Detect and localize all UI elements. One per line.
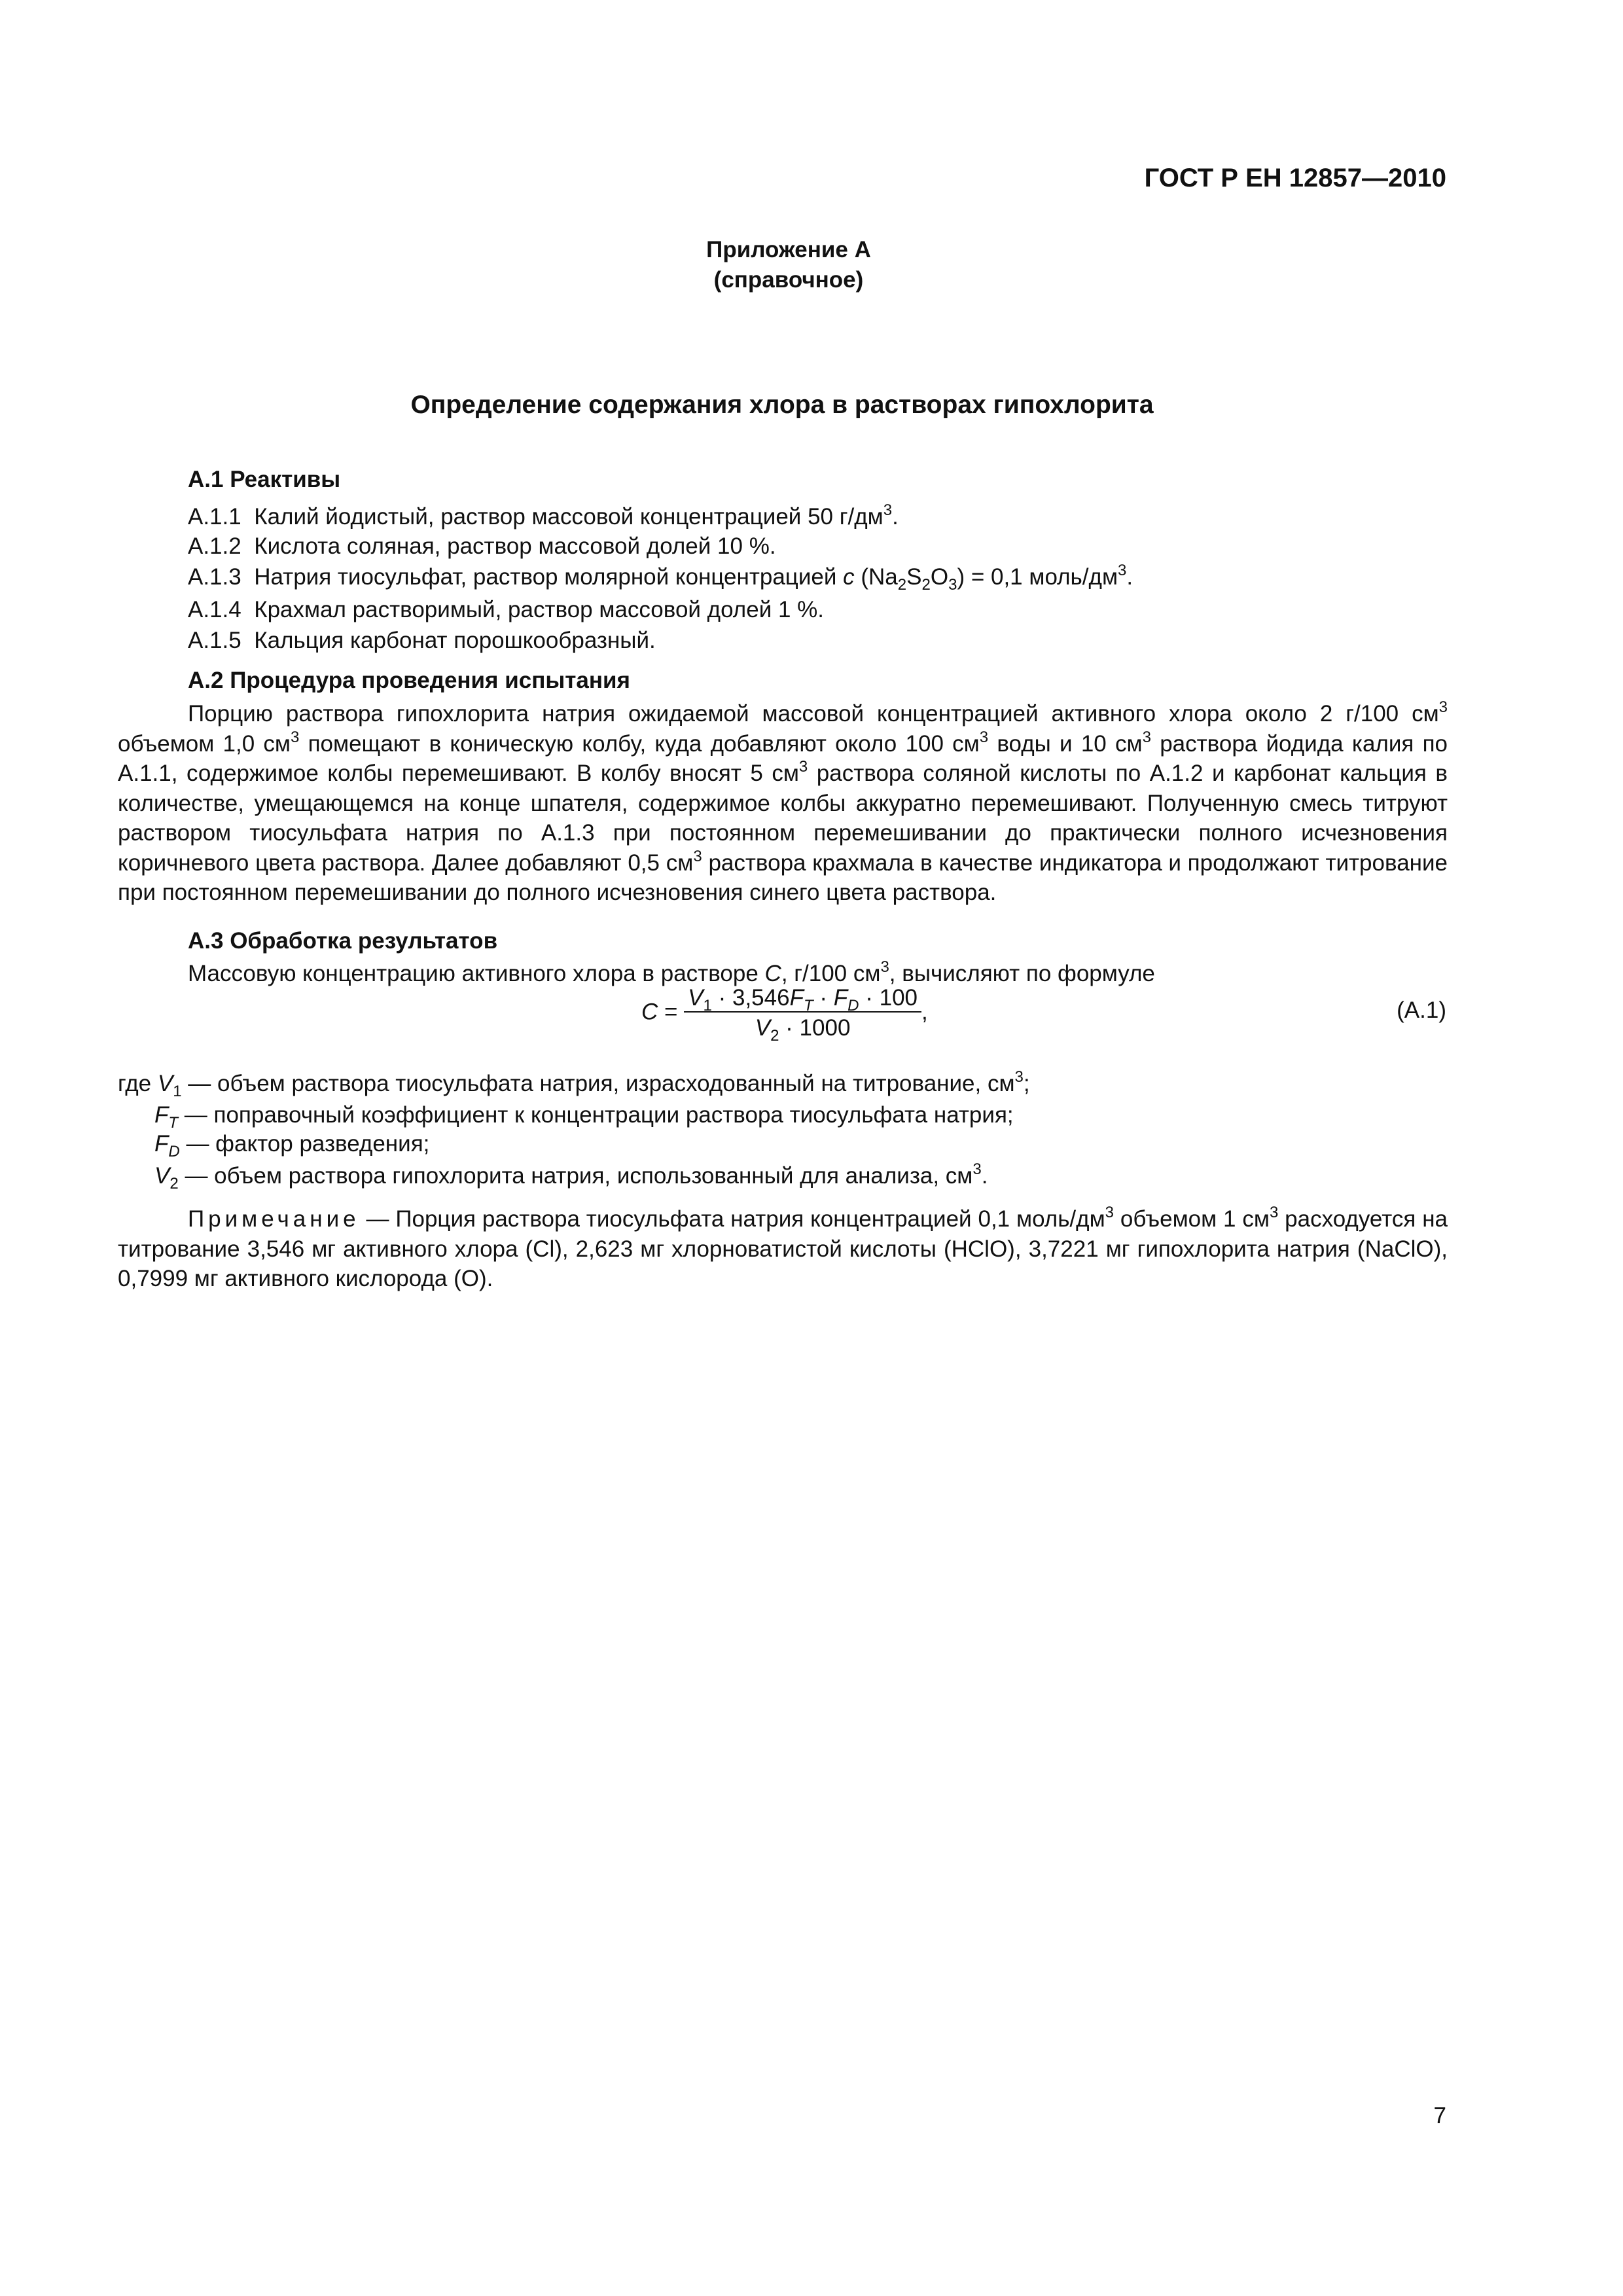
document-code: ГОСТ Р ЕН 12857—2010: [1144, 164, 1446, 192]
legend-fd: $F_D$ — фактор разведения;: [154, 1131, 430, 1160]
reagent-a1-2: А.1.2 Кислота соляная, раствор массовой долей 10 %.: [188, 533, 776, 559]
note-paragraph: Примечание — Порция раствора тиосульфата натрия концентрацией 0,1 моль/$дм^3$ объемом 1 $см^3$ расходуется на титрование 3,546 мг активного хлора (Cl), 2,623 мг хлорноватистой кислоты (HClO), 3,7221 мг гипохлорита натрия (NaClO), 0,7999 мг активного кислорода (О).: [118, 1204, 1448, 1291]
annex-title: Приложение А: [706, 237, 871, 262]
section-a1-heading: А.1 Реактивы: [188, 467, 341, 492]
procedure-paragraph: Порцию раствора гипохлорита натрия ожидаемой массовой концентрацией активного хлора около 2 г/100 $см^3$ объемом 1,0 $см^3$ помещают в коническую колбу, куда добавляют около 100 $см^3$ воды и 10 $см^3$ раствора йодида калия по А.1.1, содержимое колбы перемешивают. В колбу вносят 5 $см^3$ раствора соляной кислоты по А.1.2 и карбонат кальция в количестве, умещающемся на конце шпателя, содержимое колбы аккуратно перемешивают. Полученную смесь титруют раствором тиосульфата натрия по А.1.3 при постоянном перемешивании до практически полного исчезновения коричневого цвета раствора. Далее добавляют 0,5 $см^3$ раствора крахмала в качестве индикатора и продолжают титрование при постоянном перемешивании до полного исчезновения синего цвета раствора.: [118, 698, 1448, 905]
legend-ft: $F_T$ — поправочный коэффициент к концентрации раствора тиосульфата натрия;: [154, 1102, 1014, 1132]
results-intro: Массовую концентрацию активного хлора в растворе C, г/100 $см^3$, вычисляют по формуле: [188, 958, 1155, 986]
reagent-a1-1: А.1.1 Калий йодистый, раствор массовой концентрацией 50 $г/дм^3$.: [188, 501, 899, 529]
formula-a1: C = $\frac{V_1 \cdot 3,546F_T \cdot F_D \cdot 100}{V_2 \cdot 1000}$ ,: [641, 985, 928, 1045]
legend-v2: $V_2$ — объем раствора гипохлорита натрия, использованный для анализа, $см^3$.: [154, 1160, 988, 1193]
section-a3-heading: А.3 Обработка результатов: [188, 928, 498, 954]
reagent-a1-5: А.1.5 Кальция карбонат порошкообразный.: [188, 628, 656, 653]
reagent-a1-4: А.1.4 Крахмал растворимый, раствор массовой долей 1 %.: [188, 597, 825, 622]
annex-subtitle: (справочное): [713, 267, 864, 293]
legend-v1: где $V_1$ — объем раствора тиосульфата натрия, израсходованный на титрование, $см^3$;: [118, 1068, 1030, 1100]
reagent-a1-3: А.1.3 Натрия тиосульфат, раствор молярной концентрацией c $(Na_2S_2O_3) = 0,1$ моль/$дм^3$.: [188, 562, 1133, 594]
section-a2-heading: А.2 Процедура проведения испытания: [188, 668, 630, 693]
page-number: 7: [1433, 2103, 1446, 2128]
equation-number: (А.1): [1397, 997, 1446, 1023]
document-title: Определение содержания хлора в растворах гипохлорита: [410, 391, 1154, 419]
